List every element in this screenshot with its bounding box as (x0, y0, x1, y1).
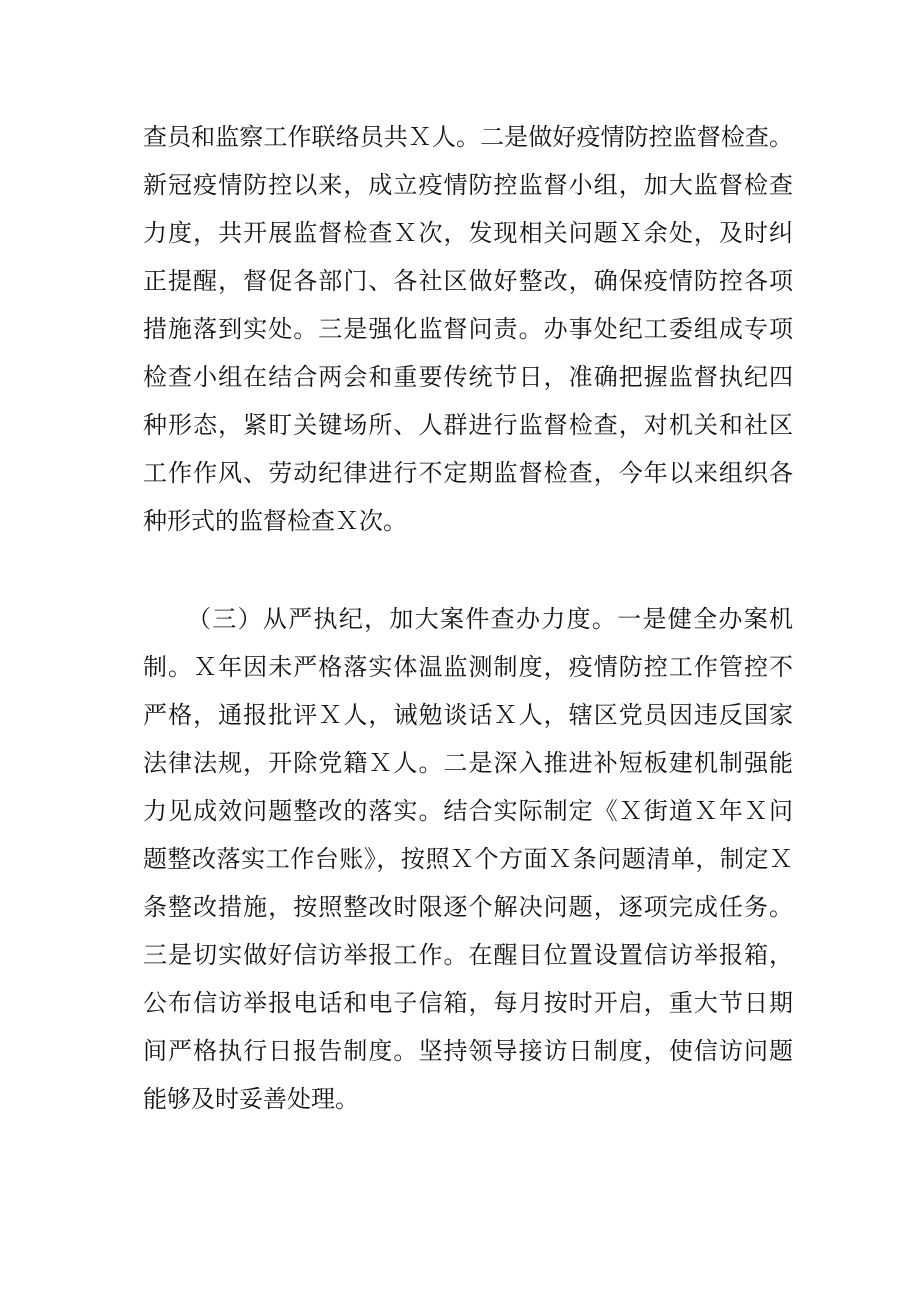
text-line: 查员和监察工作联络员共Ｘ人。二是做好疫情防控监督检查。 (143, 123, 793, 151)
text-line: 力度，共开展监督检查Ｘ次，发现相关问题Ｘ余处，及时纠 (143, 219, 793, 247)
text-line: 间严格执行日报告制度。坚持领导接访日制度，使信访问题 (143, 1037, 793, 1065)
paragraph-supervision (143, 113, 793, 545)
section-heading-line: （三）从严执纪，加大案件查办力度。一是健全办案机 (187, 605, 793, 633)
text-line: 新冠疫情防控以来，成立疫情防控监督小组，加大监督检查 (143, 171, 793, 199)
text-line: 能够及时妥善处理。 (143, 1085, 359, 1113)
text-line: 条整改措施，按照整改时限逐个解决问题，逐项完成任务。 (143, 893, 793, 921)
text-line: 题整改落实工作台账》，按照Ｘ个方面Ｘ条问题清单，制定Ｘ (143, 845, 793, 873)
text-line: 力见成效问题整改的落实。结合实际制定《Ｘ街道Ｘ年Ｘ问 (143, 797, 793, 825)
text-line: 法律法规，开除党籍Ｘ人。二是深入推进补短板建机制强能 (143, 749, 793, 777)
text-line: 严格，通报批评Ｘ人，诫勉谈话Ｘ人，辖区党员因违反国家 (143, 701, 793, 729)
text-line: 措施落到实处。三是强化监督问责。办事处纪工委组成专项 (143, 315, 793, 343)
text-line: 正提醒，督促各部门、各社区做好整改，确保疫情防控各项 (143, 267, 793, 295)
text-line: 检查小组在结合两会和重要传统节日，准确把握监督执纪四 (143, 363, 793, 391)
text-line: 种形态，紧盯关键场所、人群进行监督检查，对机关和社区 (143, 411, 793, 439)
text-line: 工作作风、劳动纪律进行不定期监督检查，今年以来组织各 (143, 459, 793, 487)
paragraph-case-handling (143, 595, 793, 1123)
text-line: 制。Ｘ年因未严格落实体温监测制度，疫情防控工作管控不 (143, 653, 793, 681)
text-line: 种形式的监督检查Ｘ次。 (143, 507, 407, 535)
text-line: 公布信访举报电话和电子信箱，每月按时开启，重大节日期 (143, 989, 793, 1017)
text-line: 三是切实做好信访举报工作。在醒目位置设置信访举报箱， (143, 941, 793, 969)
